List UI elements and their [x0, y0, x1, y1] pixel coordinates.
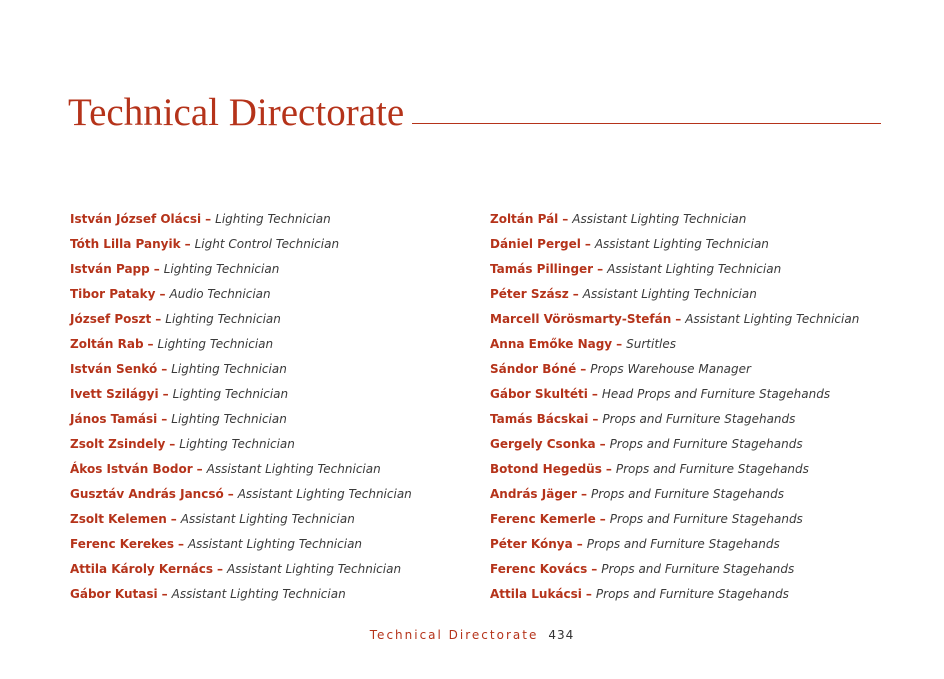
staff-role: Lighting Technician	[172, 387, 289, 401]
staff-name: Gábor Skultéti	[490, 387, 588, 401]
staff-name: Ferenc Kovács	[490, 562, 588, 576]
staff-entry	[490, 332, 910, 357]
staff-entry	[490, 582, 910, 607]
staff-entry	[490, 257, 910, 282]
staff-role: Assistant Lighting Technician	[572, 212, 747, 226]
staff-role: Props Warehouse Manager	[590, 362, 751, 376]
staff-role: Assistant Lighting Technician	[594, 237, 769, 251]
staff-entry	[70, 382, 480, 407]
staff-name: Attila Károly Kernács	[70, 562, 213, 576]
staff-role: Props and Furniture Stagehands	[602, 412, 796, 426]
staff-name: Tibor Pataky	[70, 287, 156, 301]
staff-entry	[490, 307, 910, 332]
separator-dash: –	[591, 562, 598, 576]
staff-entry	[70, 357, 480, 382]
footer-section-label: Technical Directorate	[369, 628, 539, 642]
separator-dash: –	[599, 437, 606, 451]
page-footer	[0, 626, 944, 644]
title-underline-rule	[412, 123, 881, 124]
staff-name: Zoltán Rab	[70, 337, 144, 351]
staff-name: Zoltán Pál	[490, 212, 559, 226]
staff-entry	[70, 257, 480, 282]
staff-role: Audio Technician	[169, 287, 271, 301]
staff-name: Zsolt Zsindely	[70, 437, 166, 451]
staff-entry	[70, 407, 480, 432]
separator-dash: –	[599, 512, 606, 526]
staff-role: Props and Furniture Stagehands	[586, 537, 780, 551]
staff-name: Sándor Bóné	[490, 362, 577, 376]
staff-entry	[490, 207, 910, 232]
staff-role: Assistant Lighting Technician	[582, 287, 757, 301]
separator-dash: –	[170, 512, 177, 526]
staff-role: Head Props and Furniture Stagehands	[601, 387, 831, 401]
staff-entry	[70, 582, 480, 607]
staff-entry	[70, 332, 480, 357]
staff-entry	[490, 557, 910, 582]
staff-name: József Poszt	[70, 312, 152, 326]
staff-entry	[490, 407, 910, 432]
staff-role: Lighting Technician	[171, 362, 287, 376]
staff-entry	[70, 282, 480, 307]
staff-name: Gábor Kutasi	[70, 587, 158, 601]
staff-role: Assistant Lighting Technician	[607, 262, 782, 276]
separator-dash: –	[155, 312, 162, 326]
staff-name: András Jäger	[490, 487, 577, 501]
page-header	[68, 88, 881, 136]
staff-name: István József Olácsi	[70, 212, 202, 226]
staff-name: Zsolt Kelemen	[70, 512, 167, 526]
staff-name: Gusztáv András Jancsó	[70, 487, 224, 501]
staff-role: Lighting Technician	[157, 337, 274, 351]
staff-role: Lighting Technician	[179, 437, 295, 451]
staff-entry	[70, 457, 480, 482]
separator-dash: –	[161, 412, 168, 426]
staff-role: Props and Furniture Stagehands	[609, 512, 803, 526]
staff-role: Surtitles	[626, 337, 676, 351]
staff-entry	[490, 507, 910, 532]
separator-dash: –	[580, 362, 587, 376]
staff-entry	[490, 482, 910, 507]
staff-role: Lighting Technician	[163, 262, 280, 276]
staff-entry	[490, 357, 910, 382]
staff-role: Assistant Lighting Technician	[187, 537, 363, 551]
staff-role: Props and Furniture Stagehands	[609, 437, 803, 451]
separator-dash: –	[216, 562, 223, 576]
staff-entry	[490, 432, 910, 457]
staff-name: Ivett Szilágyi	[70, 387, 159, 401]
staff-name: Tamás Pillinger	[490, 262, 594, 276]
staff-name: István Senkó	[70, 362, 158, 376]
staff-entry	[70, 207, 480, 232]
separator-dash: –	[196, 462, 203, 476]
staff-name: Ferenc Kemerle	[490, 512, 596, 526]
staff-role: Assistant Lighting Technician	[685, 312, 860, 326]
staff-entry	[490, 282, 910, 307]
staff-name: Attila Lukácsi	[490, 587, 582, 601]
staff-entry	[70, 307, 480, 332]
staff-name: Péter Kónya	[490, 537, 573, 551]
staff-role: Assistant Lighting Technician	[226, 562, 402, 576]
separator-dash: –	[580, 487, 587, 501]
staff-role: Assistant Lighting Technician	[237, 487, 412, 501]
separator-dash: –	[161, 587, 168, 601]
separator-dash: –	[597, 262, 604, 276]
separator-dash: –	[584, 237, 591, 251]
staff-entry	[490, 232, 910, 257]
separator-dash: –	[227, 487, 234, 501]
separator-dash: –	[205, 212, 212, 226]
separator-dash: –	[161, 362, 168, 376]
separator-dash: –	[562, 212, 569, 226]
separator-dash: –	[585, 587, 592, 601]
staff-name: Marcell Vörösmarty-Stefán	[490, 312, 672, 326]
staff-list-left	[70, 207, 480, 607]
staff-name: Tamás Bácskai	[490, 412, 589, 426]
staff-role: Lighting Technician	[215, 212, 331, 226]
separator-dash: –	[592, 412, 599, 426]
staff-role: Assistant Lighting Technician	[206, 462, 381, 476]
separator-dash: –	[147, 337, 154, 351]
page-number: 434	[548, 628, 575, 642]
staff-name: Ákos István Bodor	[70, 462, 193, 476]
staff-list-right	[490, 207, 910, 607]
separator-dash: –	[616, 337, 623, 351]
staff-entry	[490, 382, 910, 407]
staff-entry	[490, 532, 910, 557]
staff-role: Assistant Lighting Technician	[180, 512, 355, 526]
staff-entry	[70, 482, 480, 507]
staff-role: Lighting Technician	[165, 312, 281, 326]
staff-role: Props and Furniture Stagehands	[601, 562, 795, 576]
staff-name: Botond Hegedüs	[490, 462, 602, 476]
staff-entry	[70, 432, 480, 457]
staff-role: Props and Furniture Stagehands	[590, 487, 784, 501]
separator-dash: –	[576, 537, 583, 551]
staff-role: Light Control Technician	[194, 237, 340, 251]
separator-dash: –	[162, 387, 169, 401]
staff-entry	[70, 532, 480, 557]
staff-name: Péter Szász	[490, 287, 569, 301]
staff-role: Props and Furniture Stagehands	[595, 587, 789, 601]
separator-dash: –	[177, 537, 184, 551]
separator-dash: –	[159, 287, 166, 301]
staff-name: Anna Emőke Nagy	[490, 337, 613, 351]
separator-dash: –	[591, 387, 598, 401]
staff-name: Tóth Lilla Panyik	[70, 237, 181, 251]
staff-name: Ferenc Kerekes	[70, 537, 174, 551]
staff-name: Dániel Pergel	[490, 237, 581, 251]
staff-entry	[70, 507, 480, 532]
staff-role: Lighting Technician	[171, 412, 287, 426]
separator-dash: –	[572, 287, 579, 301]
separator-dash: –	[153, 262, 160, 276]
staff-name: István Papp	[70, 262, 150, 276]
staff-role: Props and Furniture Stagehands	[615, 462, 809, 476]
staff-entry	[70, 232, 480, 257]
separator-dash: –	[675, 312, 682, 326]
separator-dash: –	[169, 437, 176, 451]
staff-name: János Tamási	[70, 412, 158, 426]
page-title: Technical Directorate	[68, 91, 405, 134]
staff-entry	[490, 457, 910, 482]
separator-dash: –	[605, 462, 612, 476]
staff-entry	[70, 557, 480, 582]
staff-name: Gergely Csonka	[490, 437, 596, 451]
staff-role: Assistant Lighting Technician	[171, 587, 346, 601]
separator-dash: –	[184, 237, 191, 251]
